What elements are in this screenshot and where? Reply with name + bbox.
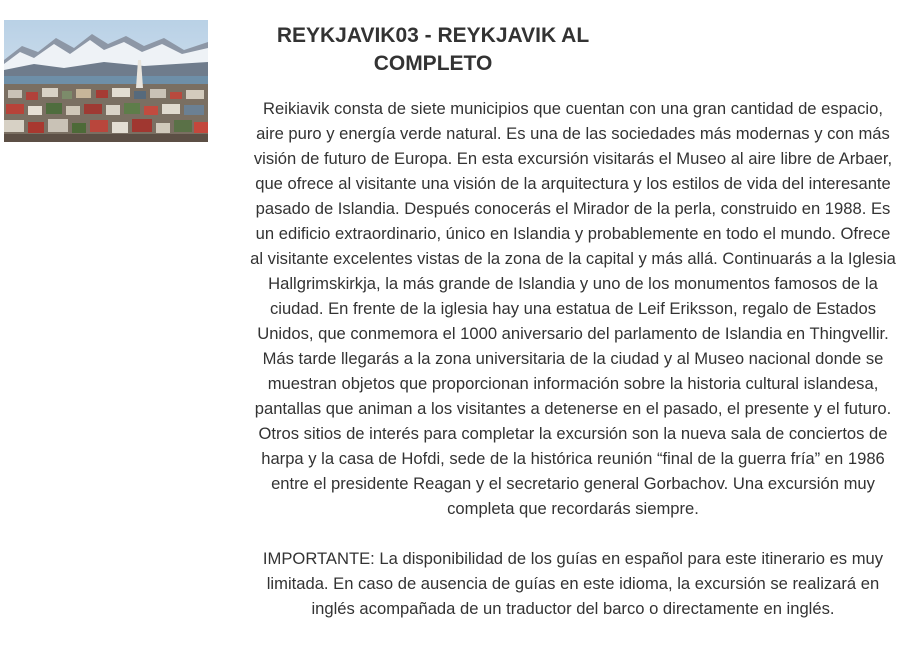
reykjavik-photo <box>4 20 208 142</box>
excursion-title: REYKJAVIK03 - REYKJAVIK AL COMPLETO <box>276 24 590 75</box>
excursion-important-note: IMPORTANTE: La disponibilidad de los guías en español para este itinerario es muy limitada. En caso de ausencia de guías en este idioma, la excursión se realizará en inglés acompañada de un traductor del barco o directamente en inglés. <box>262 549 884 618</box>
excursion-description: Reikiavik consta de siete municipios que cuentan con una gran cantidad de espacio, aire puro y energía verde natural. Es una de las sociedades más modernas y con más visión de futuro de Europa. En esta excursión visitarás el Museo al aire libre de Arbaer, que ofrece al visitante una visión de la arquitectura y los estilos de vida del interesante pasado de Islandia. Después conocerás el Mirador de la perla, construido en 1988. Es un edificio extraordinario, único en Islandia y probablemente en todo el mundo. Ofrece al visitante excelentes vistas de la zona de la capital y más allá. Continuarás a la Iglesia Hallgrimskirkja, la más grande de Islandia y uno de los monumentos famosos de la ciudad. En frente de la iglesia hay una estatua de Leif Eriksson, regalo de Estados Unidos, que conmemora el 1000 aniversario del parlamento de Islandia en Thingvellir. Más tarde llegarás a la zona universitaria de la ciudad y al Museo nacional donde se muestran objetos que proporcionan información sobre la historia cultural islandesa, pantallas que animan a los visitantes a detenerse en el pasado, el presente y el futuro. Otros sitios de interés para completar la excursión son la nueva sala de conciertos de harpa y la casa de Hofdi, sede de la histórica reunión “final de la guerra fría” en 1986 entre el presidente Reagan y el secretario general Gorbachov. Una excursión muy completa que recordarás siempre. <box>250 99 896 518</box>
excursion-thumbnail-image[interactable] <box>4 20 208 142</box>
